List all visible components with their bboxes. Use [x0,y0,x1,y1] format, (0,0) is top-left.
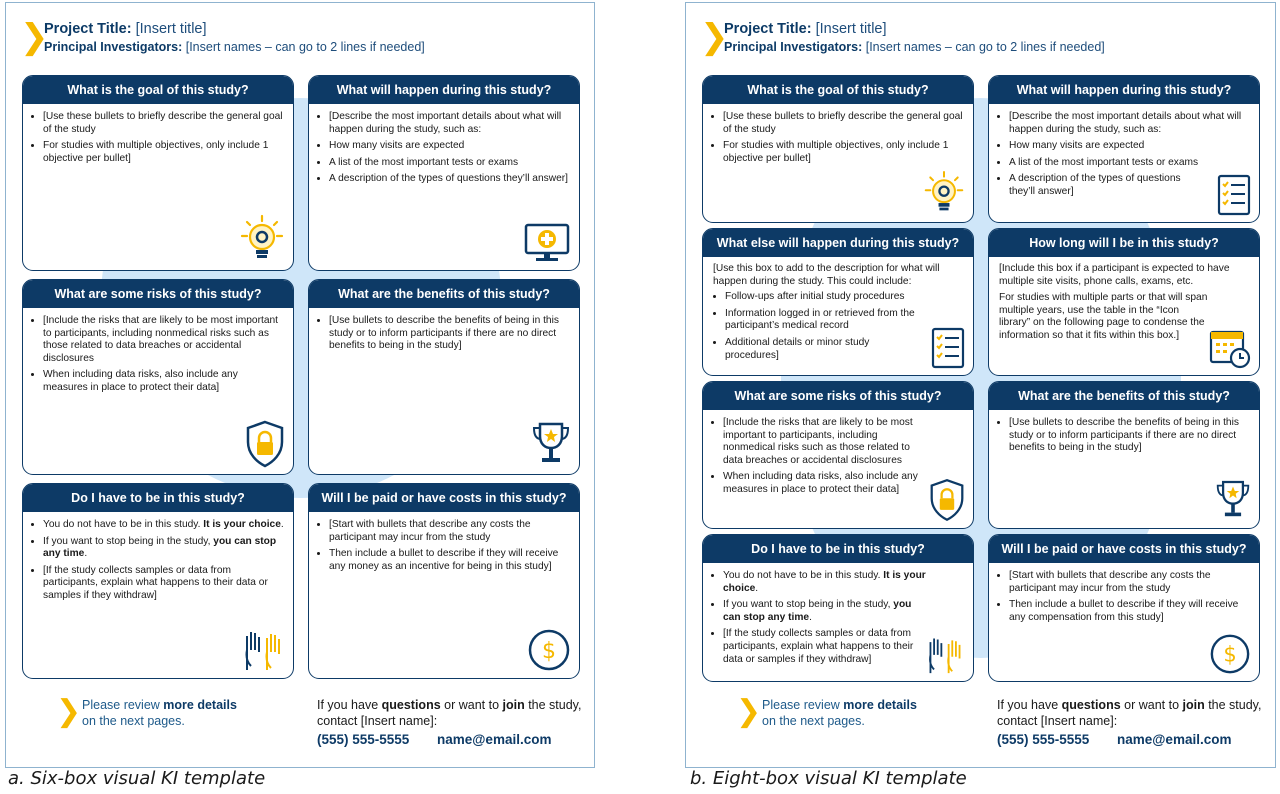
checklist-icon [1217,174,1251,216]
footer-chevron-icon: ❯ [736,694,762,729]
have-to-box [22,483,294,679]
list-item: • For studies with multiple objectives, only include 1 objective per bullet] [43,139,285,165]
project-title: Project Title: [Insert title] [44,21,207,37]
principal-investigators: Principal Investigators: [Insert names – can go to 2 lines if needed] [724,40,1105,54]
raised-hands-icon [241,626,285,672]
shield-lock-icon [929,478,965,522]
dollar-coin-icon [527,628,571,672]
happen-box [988,75,1260,223]
risks-box [22,279,294,475]
list-item: • A description of the types of questions they’ll answer] [1009,172,1203,198]
list-item: • [Describe the most important details about what will happen during the study, such as: [1009,110,1251,136]
goal-box-title: What is the goal of this study? [703,76,973,104]
raised-hands-icon [925,633,965,675]
benefits-box [988,381,1260,529]
monitor-plus-icon [523,222,571,264]
list-item: • Information logged in or retrieved from the participant’s medical record [725,307,923,333]
list-item: • [Start with bullets that describe any costs the participant may incur from the study [329,518,571,544]
principal-investigators: Principal Investigators: [Insert names – can go to 2 lines if needed] [44,40,425,54]
list-item: • [Use bullets to describe the benefits of being in this study or to inform participants if there are no direct benefits to being in the study] [1009,416,1251,455]
list-item: • How many visits are expected [1009,139,1251,153]
phone-number[interactable]: (555) 555-5555 [317,732,410,747]
list-item: • How many visits are expected [329,139,571,153]
caption-eight-box: b. Eight-box visual KI template [690,768,967,789]
list-item: • [Include the risks that are likely to be most important to participants, including nonmedical risks such as those related to data breaches or accidental disclosures [43,314,285,365]
list-item: • You do not have to be in this study. It is your choice. [723,569,929,595]
benefits-box-title: What are the benefits of this study? [989,382,1259,410]
how-long-box-title: How long will I be in this study? [989,229,1259,257]
list-item: • [Include the risks that are likely to be most important to participants, including nonmedical risks such as those related to data breaches or accidental disclosures [723,416,925,467]
eight-box-template-page [685,2,1276,768]
happen-box-title: What will happen during this study? [309,76,579,104]
else-happen-box [702,228,974,376]
list-item: • [If the study collects samples or data from participants, explain what happens to their data or samples if they withdraw] [43,564,285,603]
list-item: • [Use these bullets to briefly describe the general goal of the study [723,110,965,136]
email-address[interactable]: name@email.com [437,732,552,747]
risks-box [702,381,974,529]
paid-box [988,534,1260,682]
trophy-icon [531,420,571,468]
list-item: • A list of the most important tests or exams [1009,156,1251,170]
six-box-template-page [5,2,595,768]
list-item: • [If the study collects samples or data from participants, explain what happens to their data or samples if they withdraw] [723,627,929,666]
footer-chevron-icon: ❯ [56,694,82,729]
have-to-box [702,534,974,682]
goal-box-title: What is the goal of this study? [23,76,293,104]
paid-box [308,483,580,679]
risks-box-title: What are some risks of this study? [23,280,293,308]
checklist-icon [931,327,965,369]
list-item: • If you want to stop being in the study, you can stop any time. [723,598,929,624]
list-item: • Then include a bullet to describe if they will receive any money as an incentive for being in this study] [329,547,571,573]
benefits-box-title: What are the benefits of this study? [309,280,579,308]
review-note: Please review more details on the next pages. [762,698,917,728]
happen-box [308,75,580,271]
list-item: • A description of the types of questions they’ll answer] [329,172,571,186]
svg-text:$: $ [1223,642,1237,667]
else-happen-intro: [Use this box to add to the description for what will happen during the study. This could include: [713,263,940,287]
shield-lock-icon [245,420,285,468]
how-long-text-2: For studies with multiple parts or that will span multiple years, use the table in the “Icon library” on the following page to condense the information so that it fits within this box.] [999,292,1208,341]
project-title: Project Title: [Insert title] [724,21,887,37]
how-long-box [988,228,1260,376]
how-long-text-1: [Include this box if a participant is expected to have multiple site visits, phone calls, exams, etc. [999,263,1230,287]
paid-box-title: Will I be paid or have costs in this study? [309,484,579,512]
benefits-box [308,279,580,475]
lightbulb-gear-icon [923,170,965,216]
else-happen-box-title: What else will happen during this study? [703,229,973,257]
calendar-clock-icon [1209,327,1251,369]
dollar-coin-icon [1209,633,1251,675]
list-item: • When including data risks, also include any measures in place to protect their data] [43,368,285,394]
list-item: • Then include a bullet to describe if they will receive any compensation from this study] [1009,598,1251,624]
list-item: • [Describe the most important details about what will happen during the study, such as: [329,110,571,136]
paid-box-title: Will I be paid or have costs in this study? [989,535,1259,563]
list-item: • For studies with multiple objectives, only include 1 objective per bullet] [723,139,965,165]
list-item: • Additional details or minor study procedures] [725,336,923,362]
contact-note: If you have questions or want to join the study, contact [Insert name]: [997,698,1262,728]
header-chevron-icon: ❯ [700,17,729,57]
have-to-box-title: Do I have to be in this study? [23,484,293,512]
list-item: • You do not have to be in this study. It is your choice. [43,518,285,532]
trophy-icon [1215,478,1251,522]
list-item: • [Start with bullets that describe any costs the participant may incur from the study [1009,569,1251,595]
svg-text:$: $ [542,639,556,664]
goal-box [22,75,294,271]
caption-six-box: a. Six-box visual KI template [8,768,266,789]
have-to-box-title: Do I have to be in this study? [703,535,973,563]
goal-box [702,75,974,223]
risks-box-title: What are some risks of this study? [703,382,973,410]
list-item: • A list of the most important tests or exams [329,156,571,170]
review-note: Please review more details on the next pages. [82,698,237,728]
list-item: • If you want to stop being in the study, you can stop any time. [43,535,285,561]
contact-note: If you have questions or want to join the study, contact [Insert name]: [317,698,582,728]
phone-number[interactable]: (555) 555-5555 [997,732,1090,747]
list-item: • [Use these bullets to briefly describe the general goal of the study [43,110,285,136]
email-address[interactable]: name@email.com [1117,732,1232,747]
list-item: • [Use bullets to describe the benefits of being in this study or to inform participants if there are no direct benefits to being in the study] [329,314,571,353]
list-item: • When including data risks, also include any measures in place to protect their data] [723,470,925,496]
lightbulb-gear-icon [239,214,285,264]
header-chevron-icon: ❯ [20,17,49,57]
list-item: • Follow-ups after initial study procedures [725,290,923,304]
happen-box-title: What will happen during this study? [989,76,1259,104]
